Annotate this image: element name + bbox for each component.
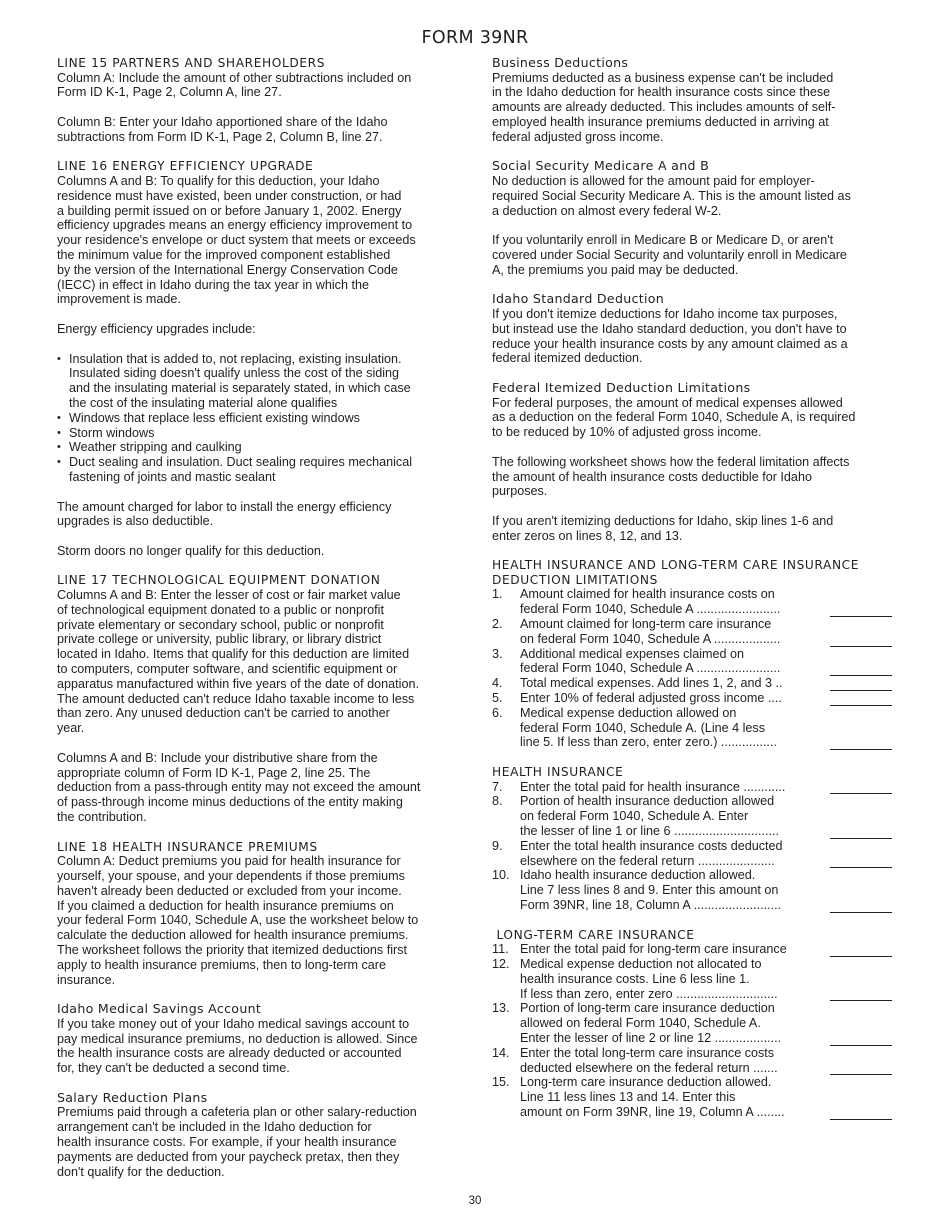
business-deductions-heading: Business Deductions — [492, 55, 629, 70]
worksheet-line — [492, 617, 900, 647]
worksheet-entry-field[interactable] — [830, 1116, 892, 1120]
worksheet-line-text: Total medical expenses. Add lines 1, 2, and 3 .. — [520, 676, 783, 691]
worksheet-line — [492, 1075, 900, 1119]
worksheet-section-long-term-care — [492, 942, 900, 1120]
worksheet-line-number: 12. — [492, 956, 510, 971]
social-security-medicare-paragraph-2: If you voluntarily enroll in Medicare B or Medicare D, or aren't covered under Social Security and voluntarily enroll in Medicare A, the premiums you paid may be deducted. — [492, 233, 847, 277]
social-security-medicare-paragraph-1: No deduction is allowed for the amount paid for employer- required Social Security Medicare A. This is the amount listed as a deduction on almost every federal W-2. — [492, 173, 851, 218]
worksheet-line — [492, 942, 900, 957]
list-item: • Weather stripping and caulking — [57, 440, 465, 455]
worksheet-line-text: Enter the total paid for long-term care insurance — [520, 942, 787, 957]
worksheet-line-text: Medical expense deduction not allocated to health insurance costs. Line 6 less line 1. If less than zero, enter zero ............................. — [520, 956, 778, 1001]
worksheet-line-text: Portion of health insurance deduction allowed on federal Form 1040, Schedule A. Enter the lesser of line 1 or line 6 .............................. — [520, 794, 779, 839]
worksheet-line-number: 14. — [492, 1045, 510, 1060]
worksheet-section-health-insurance — [492, 780, 900, 913]
list-item: • Storm windows — [57, 426, 465, 441]
line17-heading: LINE 17 TECHNOLOGICAL EQUIPMENT DONATION — [57, 573, 381, 588]
worksheet-section-limitations — [492, 587, 900, 750]
line16-paragraph-2: Energy efficiency upgrades include: — [57, 321, 256, 336]
worksheet-line-text: Amount claimed for health insurance costs on federal Form 1040, Schedule A ........................ — [520, 587, 781, 617]
worksheet-entry-field[interactable] — [830, 909, 892, 913]
worksheet-line-text: Amount claimed for long-term care insurance on federal Form 1040, Schedule A ................... — [520, 617, 781, 646]
line16-paragraph-1: Columns A and B: To qualify for this deduction, your Idaho residence must have existed, been under construction, or had a building permit issued on or before January 1, 2002. Energy efficiency upgrades means an energy efficiency improvement to your residence's envelope or duct system that meets or exceeds the minimum value for the improved component established by the version of the International Energy Conservation Code (IECC) in effect in Idaho during the tax year in which the improvement is made. — [57, 173, 416, 307]
worksheet-line-number: 7. — [492, 779, 503, 794]
worksheet-line-number: 11. — [492, 942, 509, 957]
left-column — [57, 56, 465, 1194]
salary-reduction-paragraph: Premiums paid through a cafeteria plan or other salary-reduction arrangement can't be included in the Idaho deduction for health insurance costs. For example, if your health insurance payments are deducted from your paycheck pretax, then they don't qualify for the deduction. — [57, 1105, 417, 1179]
worksheet-line-text: Medical expense deduction allowed on federal Form 1040, Schedule A. (Line 4 less line 5. If less than zero, enter zero.) ................ — [520, 705, 777, 750]
worksheet-line-text: Idaho health insurance deduction allowed. Line 7 less lines 8 and 9. Enter this amount on Form 39NR, line 18, Column A ......................... — [520, 868, 782, 912]
federal-itemized-paragraph-1: For federal purposes, the amount of medical expenses allowed as a deduction on the federal Form 1040, Schedule A, is required to be reduced by 10% of adjusted gross income. — [492, 395, 856, 440]
page-title: FORM 39NR — [421, 28, 529, 48]
line15-paragraph-1: Column A: Include the amount of other subtractions included on Form ID K-1, Page 2, Column A, line 27. — [57, 70, 412, 100]
worksheet-line — [492, 957, 900, 1001]
federal-itemized-paragraph-3: If you aren't itemizing deductions for Idaho, skip lines 1-6 and enter zeros on lines 8, 12, and 13. — [492, 513, 834, 543]
worksheet-line — [492, 780, 900, 795]
worksheet-line-number: 8. — [492, 794, 503, 809]
worksheet-line-number: 2. — [492, 617, 503, 632]
federal-itemized-heading: Federal Itemized Deduction Limitations — [492, 379, 751, 395]
worksheet-line-text: Additional medical expenses claimed on federal Form 1040, Schedule A ........................ — [520, 646, 781, 676]
worksheet-line-text: Enter the total health insurance costs deducted elsewhere on the federal return ...................... — [520, 838, 783, 868]
worksheet-line-number: 10. — [492, 868, 510, 883]
worksheet-line-number: 4. — [492, 676, 503, 691]
worksheet-entry-field[interactable] — [830, 746, 892, 750]
line17-paragraph-2: Columns A and B: Include your distributive share from the appropriate column of Form ID K-1, Page 2, line 25. The deduction from a pass-through entity may not exceed the amount of pass-through income minus deductions of the entity making the contribution. — [57, 750, 421, 825]
worksheet-line-text: Enter the total paid for health insurance ............ — [520, 779, 786, 794]
business-deductions-paragraph: Premiums deducted as a business expense can't be included in the Idaho deduction for health insurance costs since these amounts are already deducted. This includes amounts of self- employed health insurance premiums deducted in arriving at federal adjusted gross income. — [492, 70, 836, 144]
idaho-standard-deduction-heading: Idaho Standard Deduction — [492, 291, 665, 307]
worksheet-line-text: Enter the total long-term care insurance costs deducted elsewhere on the federal return ....... — [520, 1045, 778, 1075]
worksheet-line — [492, 1001, 900, 1045]
worksheet-line-text: Portion of long-term care insurance deduction allowed on federal Form 1040, Schedule A. Enter the lesser of line 2 or line 12 ................... — [520, 1001, 782, 1045]
idaho-standard-deduction-paragraph: If you don't itemize deductions for Idaho income tax purposes, but instead use the Idaho standard deduction, you don't have to reduce your health insurance costs by any amount claimed as a federal itemized deduction. — [492, 306, 848, 366]
line16-paragraph-4: Storm doors no longer qualify for this deduction. — [57, 543, 325, 558]
worksheet-line-number: 1. — [492, 587, 503, 602]
list-item: • Duct sealing and insulation. Duct sealing requires mechanical fastening of joints and mastic sealant — [57, 455, 465, 485]
social-security-medicare-heading: Social Security Medicare A and B — [492, 158, 710, 174]
worksheet-line — [492, 839, 900, 869]
worksheet-line-number: 13. — [492, 1001, 510, 1016]
worksheet-line-number: 9. — [492, 838, 503, 853]
worksheet-line-number: 3. — [492, 646, 503, 661]
msa-heading: Idaho Medical Savings Account — [57, 1001, 262, 1017]
worksheet-line-text: Long-term care insurance deduction allowed. Line 11 less lines 13 and 14. Enter this amount on Form 39NR, line 19, Column A ........ — [520, 1075, 785, 1119]
worksheet-line — [492, 691, 900, 706]
line16-heading: LINE 16 ENERGY EFFICIENCY UPGRADE — [57, 159, 314, 174]
list-item: • Windows that replace less efficient existing windows — [57, 411, 465, 426]
worksheet-line — [492, 868, 900, 912]
worksheet-line-number: 6. — [492, 705, 503, 720]
worksheet-line — [492, 1046, 900, 1076]
worksheet-heading: HEALTH INSURANCE AND LONG-TERM CARE INSURANCE DEDUCTION LIMITATIONS — [492, 558, 860, 587]
line18-heading: LINE 18 HEALTH INSURANCE PREMIUMS — [57, 839, 318, 854]
worksheet-line — [492, 676, 900, 691]
worksheet-line — [492, 706, 900, 750]
salary-reduction-heading: Salary Reduction Plans — [57, 1089, 208, 1105]
line15-paragraph-2: Column B: Enter your Idaho apportioned share of the Idaho subtractions from Form ID K-1, Page 2, Column B, line 27. — [57, 114, 388, 144]
energy-upgrades-list — [57, 352, 465, 485]
line15-heading: LINE 15 PARTNERS AND SHAREHOLDERS — [57, 56, 326, 70]
worksheet-line — [492, 587, 900, 617]
line16-paragraph-3: The amount charged for labor to install the energy efficiency upgrades is also deductible. — [57, 499, 392, 529]
line17-paragraph-1: Columns A and B: Enter the lesser of cost or fair market value of technological equipment donated to a public or nonprofit private elementary or secondary school, public or nonprofit private college or university, public library, or library district located in Idaho. Items that qualify for this deduction are limited to computers, computer software, and scientific equipment or apparatus manufactured within five years of the date of donation. The amount deducted can't reduce Idaho taxable income to less than zero. Any unused deduction can't be carried to another year. — [57, 588, 419, 736]
line18-paragraph-1: Column A: Deduct premiums you paid for health insurance for yourself, your spouse, and your dependents if those premiums haven't already been deducted or excluded from your income. If you claimed a deduction for health insurance premiums on your federal Form 1040, Schedule A, use the worksheet below to calculate the deduction allowed for health insurance premiums. The worksheet follows the priority that itemized deductions first apply to health insurance premiums, then to long-term care insurance. — [57, 854, 419, 987]
worksheet-line-number: 5. — [492, 691, 503, 706]
worksheet-line — [492, 647, 900, 677]
long-term-care-heading: LONG-TERM CARE INSURANCE — [492, 927, 695, 942]
federal-itemized-paragraph-2: The following worksheet shows how the federal limitation affects the amount of health insurance costs deductible for Idaho purposes. — [492, 454, 850, 499]
health-insurance-heading: HEALTH INSURANCE — [492, 765, 624, 780]
page-number: 30 — [468, 1195, 482, 1207]
worksheet-line — [492, 794, 900, 838]
worksheet-line-text: Enter 10% of federal adjusted gross income .... — [520, 691, 782, 706]
right-column — [492, 56, 900, 1120]
list-item: • Insulation that is added to, not replacing, existing insulation. Insulated siding doesn't qualify unless the cost of the siding and the insulating material is separately stated, in which case the cost of the insulating material alone qualifies — [57, 352, 465, 411]
worksheet-line-number: 15. — [492, 1075, 510, 1090]
msa-paragraph: If you take money out of your Idaho medical savings account to pay medical insurance premiums, no deduction is allowed. Since the health insurance costs are already deducted or accounted for, they can't be deducted a second time. — [57, 1016, 418, 1076]
